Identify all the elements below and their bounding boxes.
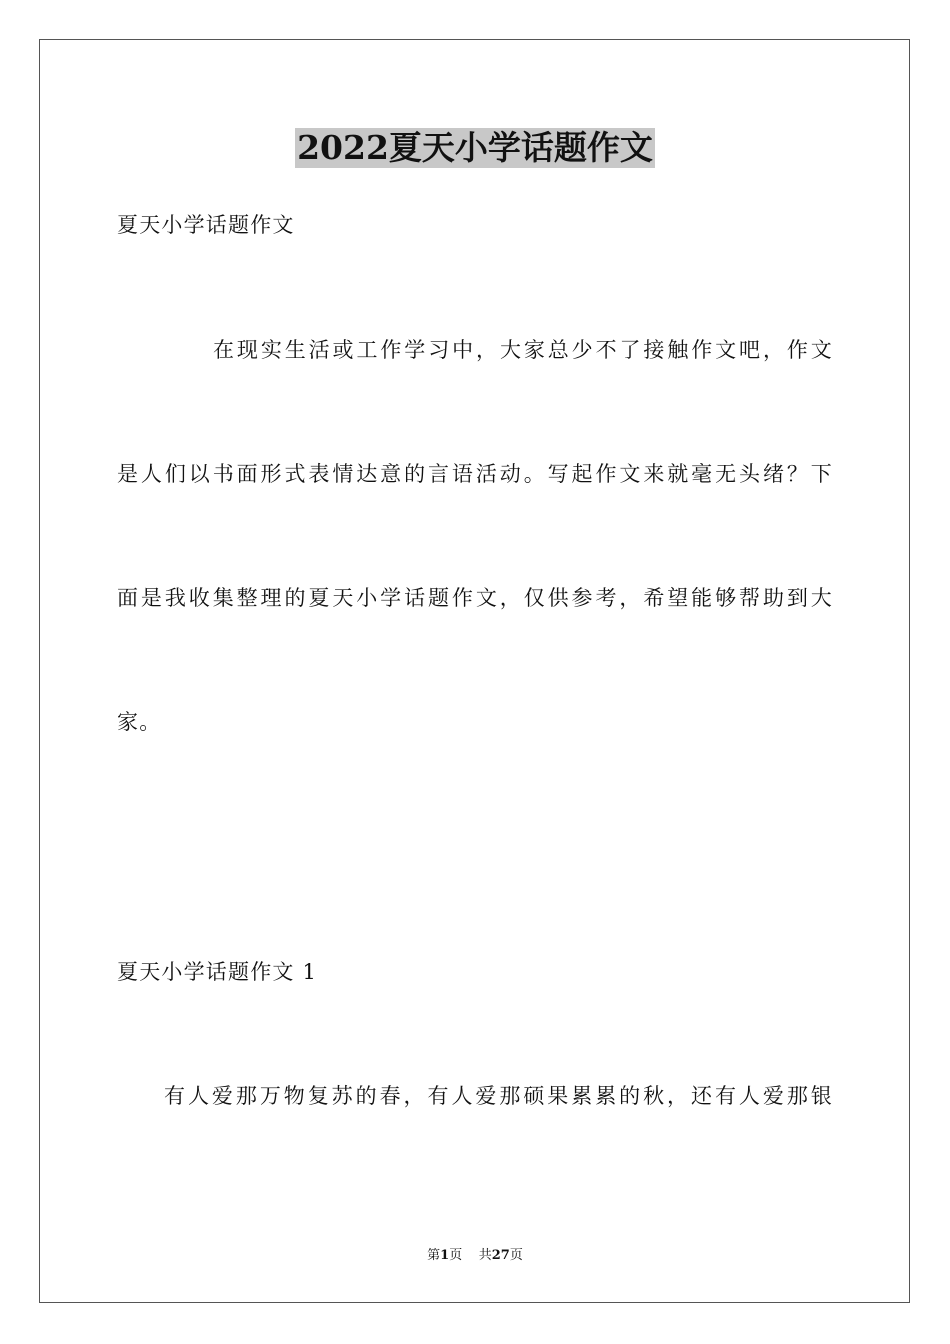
title-container xyxy=(0,128,950,168)
intro-line-2: 是人们以书面形式表情达意的言语活动。写起作文来就毫无头绪？下 xyxy=(117,462,833,486)
section-first-line: 有人爱那万物复苏的春，有人爱那硕果累累的秋，还有人爱那银 xyxy=(164,1084,833,1108)
section-heading: 夏天小学话题作文 1 xyxy=(117,960,318,984)
intro-line-1: 在现实生活或工作学习中，大家总少不了接触作文吧，作文 xyxy=(213,338,833,362)
intro-line-3: 面是我收集整理的夏天小学话题作文，仅供参考，希望能够帮助到大 xyxy=(117,586,833,610)
intro-line-4: 家。 xyxy=(117,710,162,734)
footer-prefix: 第 xyxy=(427,1248,441,1263)
footer-page-suffix: 页 xyxy=(449,1248,463,1263)
footer-total-prefix: 共 xyxy=(478,1248,492,1263)
footer-page-number: 1 xyxy=(440,1248,450,1263)
footer-total-pages: 27 xyxy=(491,1248,510,1263)
subtitle: 夏天小学话题作文 xyxy=(117,213,295,237)
page-footer xyxy=(0,1247,950,1265)
footer-total-suffix: 页 xyxy=(509,1248,523,1263)
document-title: 2022夏天小学话题作文 xyxy=(297,128,653,167)
